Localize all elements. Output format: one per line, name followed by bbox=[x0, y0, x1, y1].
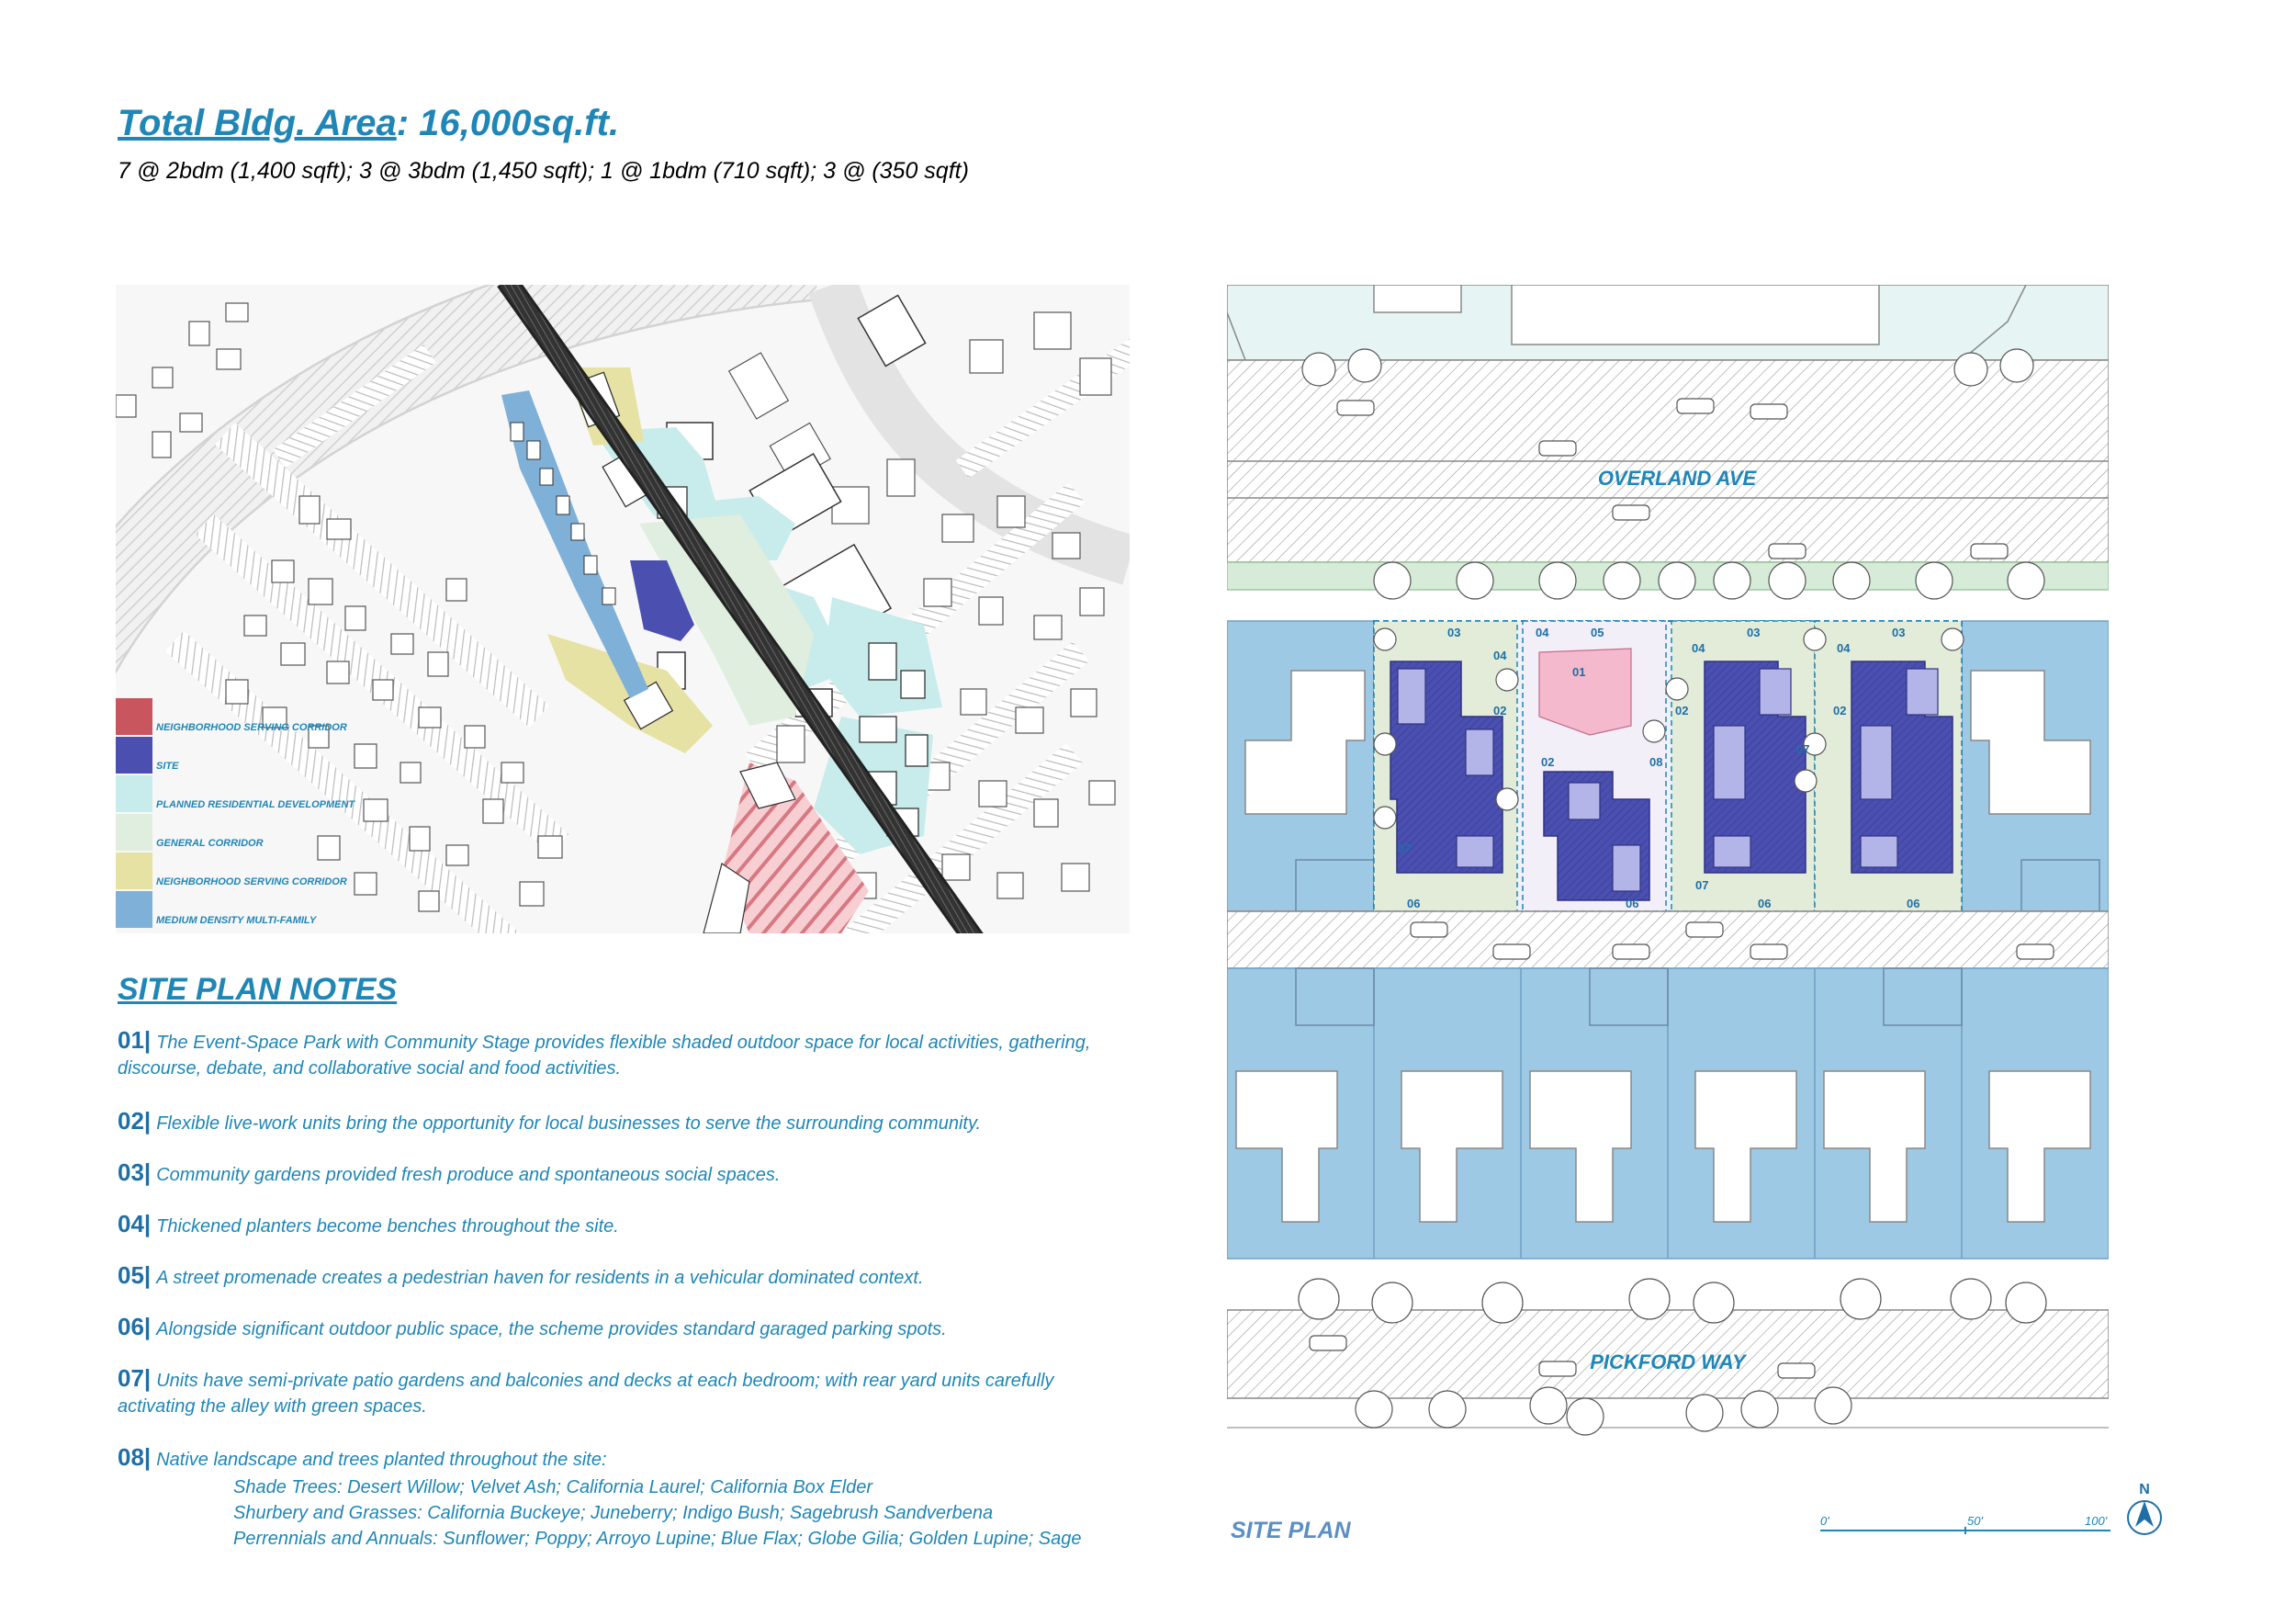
note-item bbox=[118, 1027, 1128, 1081]
legend-item bbox=[116, 891, 355, 928]
legend-swatch bbox=[116, 775, 152, 812]
tag-06: 06 bbox=[1758, 897, 1772, 910]
note-number: 06| bbox=[118, 1313, 152, 1340]
legend-swatch bbox=[116, 698, 152, 735]
legend-label: GENERAL CORRIDOR bbox=[156, 838, 264, 849]
tag-06: 06 bbox=[1407, 897, 1421, 910]
tag-04: 04 bbox=[1692, 641, 1705, 655]
note-item bbox=[118, 1108, 1128, 1136]
note-item bbox=[118, 1444, 1128, 1473]
street-label-pickford-way: PICKFORD WAY bbox=[1590, 1350, 1746, 1373]
note-item bbox=[118, 1211, 1128, 1239]
note-number: 04| bbox=[118, 1210, 152, 1237]
note-text: Native landscape and trees planted throughout the site: bbox=[156, 1450, 607, 1470]
legend-label: NEIGHBORHOOD SERVING CORRIDOR bbox=[156, 722, 347, 733]
tag-02: 02 bbox=[1833, 704, 1847, 717]
scale-tick-0: 0' bbox=[1820, 1514, 1829, 1528]
site-plan-label: SITE PLAN bbox=[1231, 1518, 1351, 1543]
tag-07: 07 bbox=[1796, 742, 1810, 756]
note-text: Flexible live-work units bring the opportunity for local businesses to serve the surrounding community. bbox=[156, 1113, 982, 1134]
note-text: Community gardens provided fresh produce and spontaneous social spaces. bbox=[156, 1165, 781, 1185]
note-number: 03| bbox=[118, 1158, 152, 1186]
note-text: Units have semi-private patio gardens and balconies and decks at each bedroom; with rear yard units carefully activating the alley with green spaces. bbox=[118, 1371, 1054, 1417]
tag-08: 08 bbox=[1649, 755, 1663, 769]
note-item bbox=[118, 1314, 1128, 1342]
site-plan-drawing bbox=[1227, 285, 2109, 1442]
note-number: 05| bbox=[118, 1261, 152, 1289]
note-number: 07| bbox=[118, 1364, 152, 1392]
tag-05: 05 bbox=[1591, 626, 1604, 639]
legend-item bbox=[116, 853, 355, 889]
legend-item bbox=[116, 698, 355, 735]
scale-tick-50: 50' bbox=[1967, 1514, 1983, 1528]
note-text: Thickened planters become benches throughout the site. bbox=[156, 1216, 619, 1237]
legend-swatch bbox=[116, 737, 152, 774]
legend-label: MEDIUM DENSITY MULTI-FAMILY bbox=[156, 915, 317, 926]
north-arrow-icon bbox=[2122, 1479, 2167, 1538]
legend-item bbox=[116, 814, 355, 851]
title-label: Total Bldg. Area bbox=[118, 103, 397, 143]
tag-04: 04 bbox=[1536, 626, 1549, 639]
note-item bbox=[118, 1365, 1128, 1419]
note-text: A street promenade creates a pedestrian haven for residents in a vehicular dominated context. bbox=[156, 1268, 924, 1288]
legend-label: SITE bbox=[156, 761, 179, 772]
tag-03: 03 bbox=[1892, 626, 1906, 639]
title-value: : 16,000sq.ft. bbox=[396, 103, 620, 143]
note-number: 08| bbox=[118, 1443, 152, 1471]
note-item bbox=[118, 1159, 1128, 1188]
legend-label: NEIGHBORHOOD SERVING CORRIDOR bbox=[156, 876, 347, 887]
north-label: N bbox=[2139, 1482, 2150, 1497]
legend-item bbox=[116, 775, 355, 812]
legend-item bbox=[116, 737, 355, 774]
tag-04: 04 bbox=[1493, 649, 1507, 662]
note-text: Alongside significant outdoor public space, the scheme provides standard garaged parking spots. bbox=[156, 1319, 947, 1339]
tag-03: 03 bbox=[1747, 626, 1761, 639]
planting-shrubbery: Shurbery and Grasses: California Buckeye; Juneberry; Indigo Bush; Sagebrush Sandverbena bbox=[233, 1503, 994, 1523]
scale-tick-100: 100' bbox=[2085, 1514, 2108, 1528]
note-number: 02| bbox=[118, 1107, 152, 1135]
scale-bar bbox=[1818, 1501, 2122, 1538]
tag-06: 06 bbox=[1626, 897, 1639, 910]
note-text: The Event-Space Park with Community Stage provides flexible shaded outdoor space for local activities, gathering, discourse, debate, and collaborative social and food activities. bbox=[118, 1033, 1091, 1079]
tag-07: 07 bbox=[1695, 878, 1709, 892]
tag-02: 02 bbox=[1541, 755, 1555, 769]
unit-mix-subtitle: 7 @ 2bdm (1,400 sqft); 3 @ 3bdm (1,450 sqft); 1 @ 1bdm (710 sqft); 3 @ (350 sqft) bbox=[118, 158, 969, 184]
tag-02: 02 bbox=[1675, 704, 1689, 717]
legend-swatch bbox=[116, 853, 152, 889]
street-label-overland-ave: OVERLAND AVE bbox=[1597, 467, 1757, 490]
page-title bbox=[118, 103, 619, 144]
tag-04: 04 bbox=[1837, 641, 1851, 655]
tag-02: 02 bbox=[1493, 704, 1507, 717]
note-item bbox=[118, 1262, 1128, 1291]
note-number: 01| bbox=[118, 1026, 152, 1054]
legend-label: PLANNED RESIDENTIAL DEVELOPMENT bbox=[156, 799, 355, 810]
notes-heading: SITE PLAN NOTES bbox=[118, 972, 398, 1007]
tag-07: 07 bbox=[1398, 842, 1412, 855]
planting-shade-trees: Shade Trees: Desert Willow; Velvet Ash; California Laurel; California Box Elder bbox=[233, 1477, 873, 1497]
tag-03: 03 bbox=[1447, 626, 1461, 639]
legend-swatch bbox=[116, 814, 152, 851]
tag-01: 01 bbox=[1572, 665, 1586, 679]
planting-perennials: Perrennials and Annuals: Sunflower; Poppy; Arroyo Lupine; Blue Flax; Globe Gilia; Golden Lupine; Sage bbox=[233, 1529, 1082, 1549]
legend-swatch bbox=[116, 891, 152, 928]
tag-06: 06 bbox=[1907, 897, 1920, 910]
